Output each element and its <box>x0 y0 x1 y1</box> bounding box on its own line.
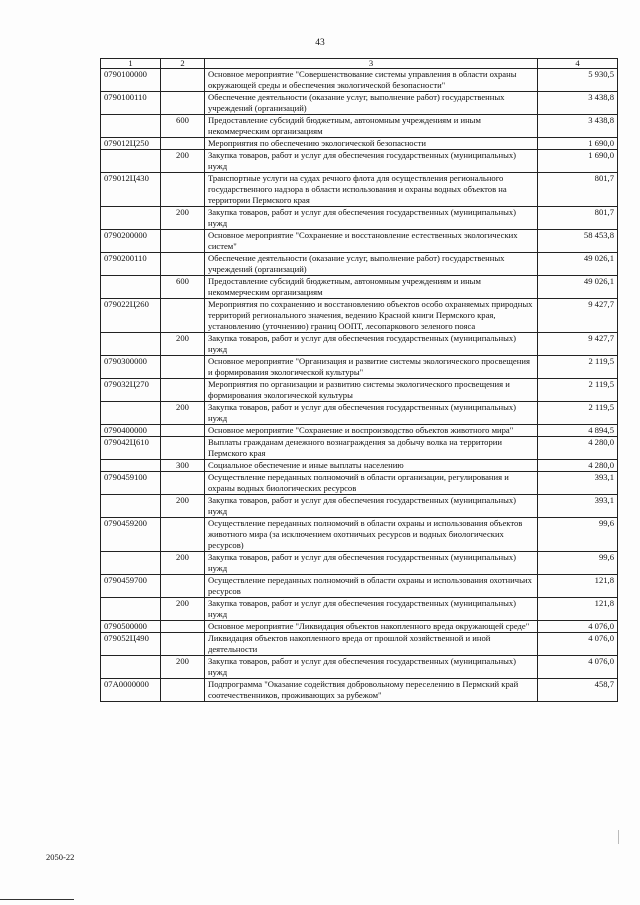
amount-cell: 99,6 <box>538 552 618 575</box>
code-cell: 079012Ц250 <box>101 138 161 150</box>
code-cell: 0790100000 <box>101 69 161 92</box>
table-row <box>101 276 618 299</box>
name-cell: Закупка товаров, работ и услуг для обеспечения государственных (муниципальных) нужд <box>205 656 538 679</box>
code-cell: 079052Ц490 <box>101 633 161 656</box>
table-row <box>101 173 618 207</box>
type-cell: 200 <box>161 656 205 679</box>
amount-cell: 121,8 <box>538 598 618 621</box>
table-row <box>101 495 618 518</box>
name-cell: Обеспечение деятельности (оказание услуг, выполнение работ) государственных учреждений (организаций) <box>205 92 538 115</box>
column-header-name: 3 <box>205 59 538 69</box>
column-header-amount: 4 <box>538 59 618 69</box>
code-cell <box>101 207 161 230</box>
budget-table <box>100 58 618 702</box>
name-cell: Осуществление переданных полномочий в области организации, регулирования и охраны водных биологических ресурсов <box>205 472 538 495</box>
name-cell: Транспортные услуги на судах речного флота для осуществления регионального государственного надзора в области использования и охраны водных объектов на территории Пермского края <box>205 173 538 207</box>
table-row <box>101 138 618 150</box>
amount-cell: 3 438,8 <box>538 92 618 115</box>
amount-cell: 801,7 <box>538 173 618 207</box>
code-cell: 0790459100 <box>101 472 161 495</box>
amount-cell: 2 119,5 <box>538 379 618 402</box>
table-row <box>101 253 618 276</box>
name-cell: Основное мероприятие "Ликвидация объектов накопленного вреда окружающей среде" <box>205 621 538 633</box>
type-cell: 600 <box>161 115 205 138</box>
code-cell: 079042Ц610 <box>101 437 161 460</box>
type-cell <box>161 379 205 402</box>
type-cell: 200 <box>161 402 205 425</box>
table-row <box>101 552 618 575</box>
name-cell: Предоставление субсидий бюджетным, автономным учреждениям и иным некоммерческим организациям <box>205 276 538 299</box>
name-cell: Ликвидация объектов накопленного вреда от прошлой хозяйственной и иной деятельности <box>205 633 538 656</box>
name-cell: Закупка товаров, работ и услуг для обеспечения государственных (муниципальных) нужд <box>205 552 538 575</box>
table-row <box>101 621 618 633</box>
amount-cell: 2 119,5 <box>538 356 618 379</box>
name-cell: Основное мероприятие "Организация и развитие системы экологического просвещения и формирования экологической культуры" <box>205 356 538 379</box>
amount-cell: 4 894,5 <box>538 425 618 437</box>
table-row <box>101 425 618 437</box>
type-cell <box>161 92 205 115</box>
type-cell <box>161 230 205 253</box>
table-row <box>101 69 618 92</box>
type-cell <box>161 356 205 379</box>
table-row <box>101 333 618 356</box>
table-row <box>101 379 618 402</box>
table-row <box>101 656 618 679</box>
amount-cell: 99,6 <box>538 518 618 552</box>
name-cell: Осуществление переданных полномочий в области охраны и использования объектов животного мира (за исключением охотничьих ресурсов и водных биологических ресурсов) <box>205 518 538 552</box>
amount-cell: 393,1 <box>538 495 618 518</box>
amount-cell: 393,1 <box>538 472 618 495</box>
amount-cell: 121,8 <box>538 575 618 598</box>
code-cell <box>101 460 161 472</box>
margin-mark <box>618 830 619 844</box>
amount-cell: 4 280,0 <box>538 460 618 472</box>
table-row <box>101 299 618 333</box>
code-cell: 0790400000 <box>101 425 161 437</box>
table-row <box>101 598 618 621</box>
table-header <box>101 59 618 69</box>
page-number: 43 <box>315 38 325 48</box>
amount-cell: 4 076,0 <box>538 633 618 656</box>
type-cell <box>161 425 205 437</box>
code-cell <box>101 115 161 138</box>
table-row <box>101 460 618 472</box>
type-cell: 200 <box>161 598 205 621</box>
name-cell: Закупка товаров, работ и услуг для обеспечения государственных (муниципальных) нужд <box>205 402 538 425</box>
type-cell <box>161 575 205 598</box>
code-cell: 079012Ц430 <box>101 173 161 207</box>
table-row <box>101 230 618 253</box>
amount-cell: 458,7 <box>538 679 618 702</box>
table-row <box>101 402 618 425</box>
name-cell: Основное мероприятие "Сохранение и восстановление естественных экологических систем" <box>205 230 538 253</box>
name-cell: Социальное обеспечение и иные выплаты населению <box>205 460 538 472</box>
amount-cell: 5 930,5 <box>538 69 618 92</box>
code-cell <box>101 402 161 425</box>
name-cell: Выплаты гражданам денежного вознаграждения за добычу волка на территории Пермского края <box>205 437 538 460</box>
table-row <box>101 633 618 656</box>
type-cell <box>161 253 205 276</box>
table-row <box>101 150 618 173</box>
table-row <box>101 472 618 495</box>
column-header-type: 2 <box>161 59 205 69</box>
code-cell <box>101 276 161 299</box>
code-cell: 0790200000 <box>101 230 161 253</box>
name-cell: Мероприятия по организации и развитию системы экологического просвещения и формирования экологической культуры <box>205 379 538 402</box>
table-row <box>101 518 618 552</box>
amount-cell: 4 076,0 <box>538 656 618 679</box>
name-cell: Мероприятия по сохранению и восстановлению объектов особо охраняемых природных территорий регионального значения, ведению Красной книги Пермского края, установлению (уточнению) границ ООПТ, лесопаркового зеленого пояса <box>205 299 538 333</box>
type-cell <box>161 69 205 92</box>
footer-rule <box>0 899 74 900</box>
amount-cell: 49 026,1 <box>538 276 618 299</box>
code-cell <box>101 552 161 575</box>
code-cell: 0790459200 <box>101 518 161 552</box>
type-cell <box>161 472 205 495</box>
table-row <box>101 575 618 598</box>
code-cell <box>101 598 161 621</box>
amount-cell: 801,7 <box>538 207 618 230</box>
column-header-code: 1 <box>101 59 161 69</box>
code-cell <box>101 150 161 173</box>
type-cell: 300 <box>161 460 205 472</box>
amount-cell: 4 280,0 <box>538 437 618 460</box>
type-cell <box>161 679 205 702</box>
code-cell: 0790100110 <box>101 92 161 115</box>
type-cell <box>161 621 205 633</box>
name-cell: Основное мероприятие "Совершенствование системы управления в области охраны окружающей среды и обеспечения экологической безопасности" <box>205 69 538 92</box>
table-row <box>101 115 618 138</box>
code-cell: 0790200110 <box>101 253 161 276</box>
table-row <box>101 679 618 702</box>
type-cell <box>161 299 205 333</box>
type-cell: 200 <box>161 150 205 173</box>
type-cell: 600 <box>161 276 205 299</box>
name-cell: Закупка товаров, работ и услуг для обеспечения государственных (муниципальных) нужд <box>205 598 538 621</box>
type-cell: 200 <box>161 495 205 518</box>
name-cell: Закупка товаров, работ и услуг для обеспечения государственных (муниципальных) нужд <box>205 150 538 173</box>
table-body <box>101 69 618 702</box>
type-cell: 200 <box>161 333 205 356</box>
amount-cell: 3 438,8 <box>538 115 618 138</box>
type-cell <box>161 518 205 552</box>
amount-cell: 1 690,0 <box>538 138 618 150</box>
amount-cell: 9 427,7 <box>538 333 618 356</box>
type-cell <box>161 138 205 150</box>
code-cell: 0790500000 <box>101 621 161 633</box>
code-cell: 079032Ц270 <box>101 379 161 402</box>
code-cell: 079022Ц260 <box>101 299 161 333</box>
code-cell <box>101 495 161 518</box>
type-cell <box>161 437 205 460</box>
amount-cell: 1 690,0 <box>538 150 618 173</box>
type-cell <box>161 173 205 207</box>
table-row <box>101 437 618 460</box>
code-cell: 0790459700 <box>101 575 161 598</box>
type-cell: 200 <box>161 207 205 230</box>
amount-cell: 49 026,1 <box>538 253 618 276</box>
code-cell <box>101 656 161 679</box>
name-cell: Основное мероприятие "Сохранение и воспроизводство объектов животного мира" <box>205 425 538 437</box>
name-cell: Обеспечение деятельности (оказание услуг, выполнение работ) государственных учреждений (организаций) <box>205 253 538 276</box>
type-cell: 200 <box>161 552 205 575</box>
name-cell: Закупка товаров, работ и услуг для обеспечения государственных (муниципальных) нужд <box>205 333 538 356</box>
table-row <box>101 92 618 115</box>
name-cell: Мероприятия по обеспечению экологической безопасности <box>205 138 538 150</box>
footer-document-code: 2050-22 <box>46 852 75 862</box>
code-cell: 0790300000 <box>101 356 161 379</box>
name-cell: Предоставление субсидий бюджетным, автономным учреждениям и иным некоммерческим организациям <box>205 115 538 138</box>
name-cell: Подпрограмма "Оказание содействия добровольному переселению в Пермский край соотечественников, проживающих за рубежом" <box>205 679 538 702</box>
amount-cell: 2 119,5 <box>538 402 618 425</box>
table-row <box>101 356 618 379</box>
type-cell <box>161 633 205 656</box>
amount-cell: 58 453,8 <box>538 230 618 253</box>
name-cell: Закупка товаров, работ и услуг для обеспечения государственных (муниципальных) нужд <box>205 495 538 518</box>
name-cell: Закупка товаров, работ и услуг для обеспечения государственных (муниципальных) нужд <box>205 207 538 230</box>
name-cell: Осуществление переданных полномочий в области охраны и использования охотничьих ресурсов <box>205 575 538 598</box>
table-row <box>101 207 618 230</box>
amount-cell: 4 076,0 <box>538 621 618 633</box>
code-cell <box>101 333 161 356</box>
code-cell: 07А0000000 <box>101 679 161 702</box>
amount-cell: 9 427,7 <box>538 299 618 333</box>
